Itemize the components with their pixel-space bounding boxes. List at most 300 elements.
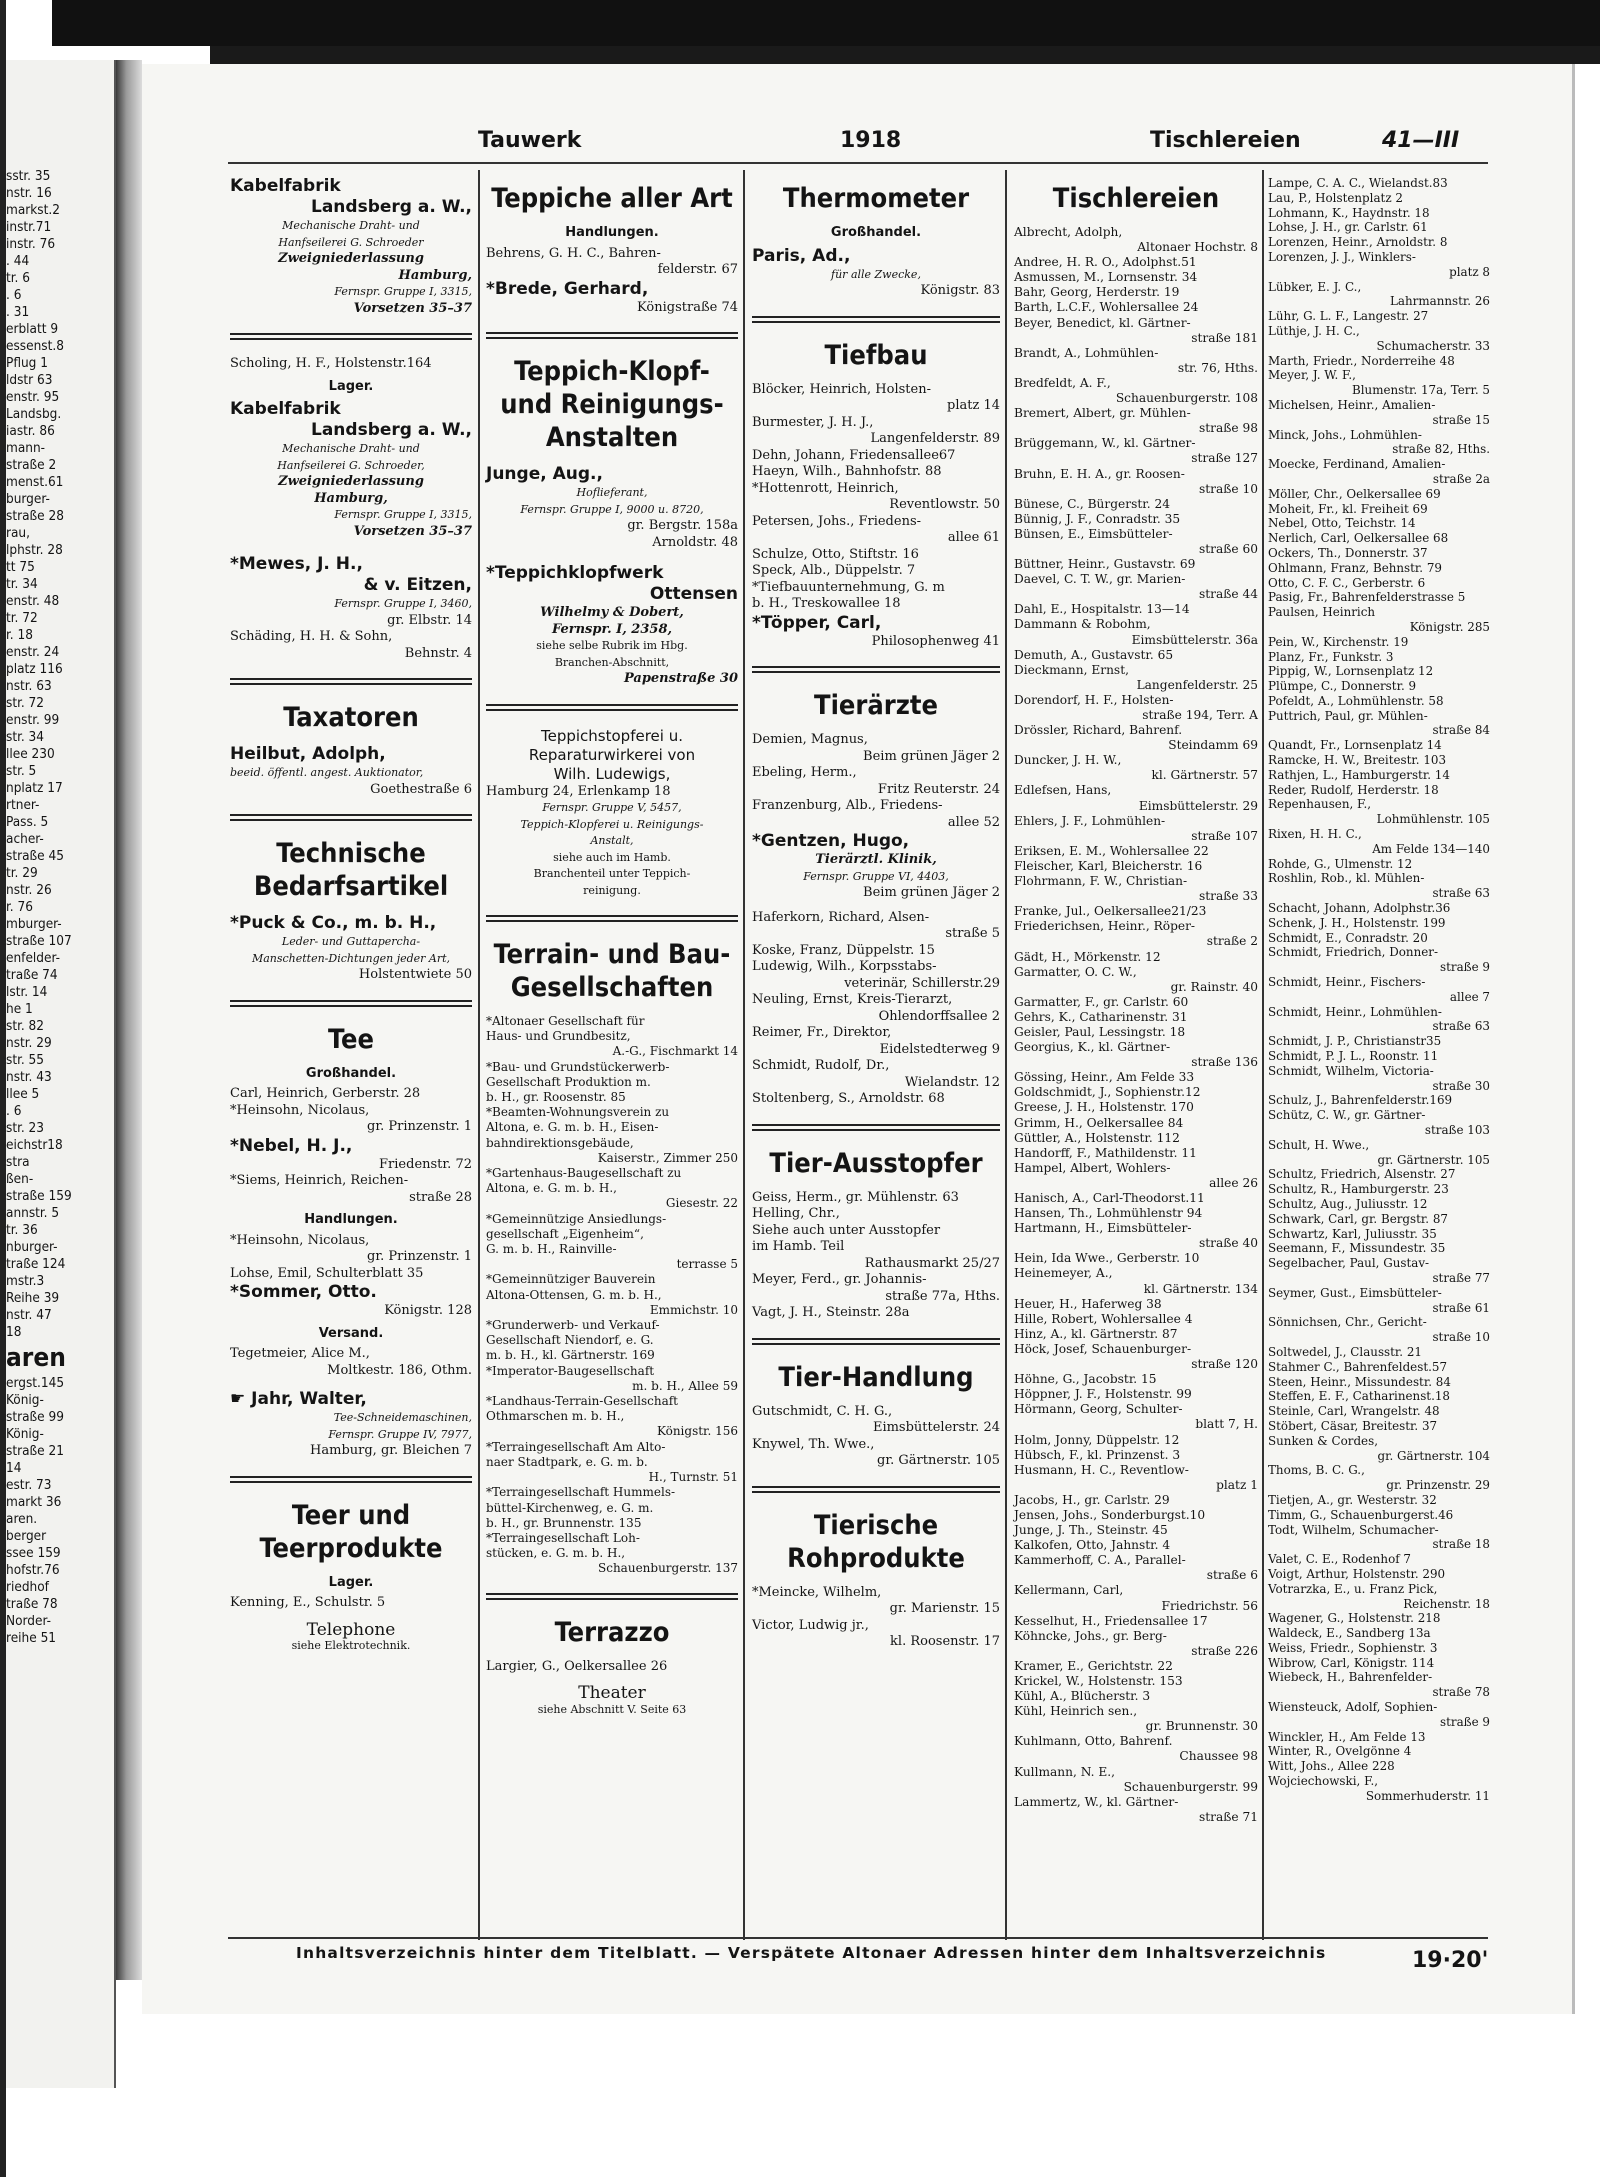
list-entry-line: Victor, Ludwig jr., — [752, 1617, 869, 1633]
left-page-text-fragment: r. 18 — [6, 627, 33, 643]
list-entry-line: Burmester, J. H. J., — [752, 414, 874, 430]
section-divider — [752, 666, 1000, 673]
list-entry-line: Hübsch, F., kl. Prinzenst. 3 — [1014, 1447, 1181, 1462]
list-entry-line: Büttner, Heinr., Gustavstr. 69 — [1014, 557, 1196, 572]
column-5 — [1268, 176, 1490, 1804]
left-page-text-fragment: eichstr18 — [6, 1137, 63, 1153]
list-entry-line: Schulze, Otto, Stiftstr. 16 — [752, 546, 919, 562]
left-page-text-fragment: nstr. 63 — [6, 678, 52, 694]
list-entry-line: Bünese, C., Bürgerstr. 24 — [1014, 496, 1170, 511]
list-entry-line: Schulz, J., Bahrenfelderstr.169 — [1268, 1093, 1453, 1108]
list-entry-line: Winckler, H., Am Felde 13 — [1268, 1729, 1426, 1744]
list-entry-line: Köhncke, Johs., gr. Berg- — [1014, 1628, 1167, 1643]
list-entry-line: platz 1 — [1216, 1477, 1258, 1492]
list-entry-line: im Hamb. Teil — [752, 1239, 845, 1254]
list-entry-line: Seemann, F., Missundestr. 35 — [1268, 1241, 1446, 1256]
list-entry-line: Schacht, Johann, Adolphstr.36 — [1268, 901, 1451, 916]
left-page-text-fragment: tr. 72 — [6, 610, 38, 626]
list-entry-line: m. b. H., Allee 59 — [632, 1378, 738, 1393]
list-entry-line: Krickel, W., Holstenstr. 153 — [1014, 1674, 1183, 1688]
entry-detail: Tierärztl. Klinik, — [815, 852, 937, 867]
list-entry-line: Stoltenberg, S., Arnoldstr. 68 — [752, 1091, 945, 1106]
left-page-text-fragment: str. 5 — [6, 763, 37, 779]
list-entry-line: b. H., gr. Brunnenstr. 135 — [486, 1515, 642, 1530]
list-entry-line: Schwark, Carl, gr. Bergstr. 87 — [1268, 1211, 1448, 1226]
entry-detail: Hamburg, — [314, 490, 388, 506]
list-entry-line: kl. Gärtnerstr. 134 — [1143, 1281, 1258, 1296]
list-entry-line: Petersen, Johs., Friedens- — [752, 513, 922, 529]
header-page-ref: 41—III — [1382, 128, 1460, 153]
entry-address: Königstr. 83 — [920, 283, 1000, 298]
scan-border-top — [52, 0, 1600, 46]
list-entry-line: allee 26 — [1209, 1175, 1258, 1190]
list-entry-line: veterinär, Schillerstr.29 — [844, 975, 1000, 991]
left-page-text-fragment: . 6 — [6, 287, 22, 303]
entry-detail: Zweigniederlassung — [278, 474, 424, 489]
left-page-text-fragment: instr.71 — [6, 219, 52, 235]
list-entry-line: Kramer, E., Gerichtstr. 22 — [1014, 1658, 1173, 1673]
list-entry-line: Plümpe, C., Donnerstr. 9 — [1268, 679, 1417, 694]
left-page-text-fragment: str. 23 — [6, 1120, 45, 1136]
list-entry-line: Ehlers, J. F., Lohmühlen- — [1014, 813, 1166, 828]
list-entry-line: Emmichstr. 10 — [649, 1302, 738, 1317]
list-entry-line: *Landhaus-Terrain-Gesellschaft — [486, 1394, 678, 1409]
list-entry-line: Schmidt, E., Conradstr. 20 — [1268, 930, 1428, 945]
list-entry-line: Puttrich, Paul, gr. Mühlen- — [1268, 708, 1428, 723]
left-page-text-fragment: aren. — [6, 1511, 38, 1527]
list-entry-line: straße 6 — [1206, 1568, 1258, 1583]
entry: *Heinsohn, Nicolaus, — [230, 1232, 370, 1248]
entry: straße 28 — [409, 1189, 472, 1205]
left-page-text-fragment: nstr. 26 — [6, 882, 52, 898]
list-entry-line: Altona, e. G. m. b. H., Eisen- — [486, 1120, 659, 1135]
list-entry-line: *Terraingesellschaft Hummels- — [486, 1485, 676, 1500]
list-entry-line: Witt, Johs., Allee 228 — [1268, 1759, 1395, 1774]
list-entry-line: Lau, P., Holstenplatz 2 — [1268, 190, 1403, 205]
entry-address: Königstraße 74 — [637, 299, 738, 315]
list-entry-line: Georgius, K., kl. Gärtner- — [1014, 1040, 1171, 1055]
list-entry-line: Schmidt, J. P., Christianstr35 — [1268, 1034, 1442, 1049]
entry-detail: Fernspr. Gruppe I, 9000 u. 8720, — [520, 502, 704, 516]
left-page-text-fragment: traße 124 — [6, 1256, 66, 1272]
list-entry-line: Barth, L.C.F., Wohlersallee 24 — [1014, 300, 1199, 315]
entry-address: Vorsetzen 35–37 — [353, 523, 472, 539]
pointing-hand-icon: ☛ — [230, 1389, 252, 1409]
entry-address: Goethestraße 6 — [370, 781, 472, 797]
list-entry-line: Ockers, Th., Donnerstr. 37 — [1268, 545, 1428, 560]
list-entry-line: Rohde, G., Ulmenstr. 12 — [1268, 856, 1413, 871]
list-entry-line: Goldschmidt, J., Sophienstr.12 — [1014, 1085, 1201, 1100]
section-heading: Tierische Rohprodukte — [787, 1509, 965, 1574]
list-entry-line: Kullmann, N. E., — [1014, 1764, 1116, 1779]
list-entry-line: Kaiserstr., Zimmer 250 — [597, 1150, 738, 1165]
left-page-text-fragment: r. 76 — [6, 899, 33, 915]
entry-detail: für alle Zwecke, — [831, 267, 921, 281]
list-entry-line: H., Turnstr. 51 — [648, 1470, 738, 1485]
list-entry-line: Moecke, Ferdinand, Amalien- — [1268, 457, 1446, 472]
list-entry-line: Gutschmidt, C. H. G., — [752, 1403, 893, 1419]
list-entry-line: straße 77a, Hths. — [885, 1288, 1000, 1304]
list-entry-line: Güttler, A., Holstenstr. 112 — [1014, 1130, 1180, 1145]
subheading: Handlungen. — [565, 225, 659, 240]
subheading: Großhandel. — [830, 225, 922, 240]
entry-address: Arnoldstr. 48 — [652, 534, 738, 550]
list-entry-line: kl. Roosenstr. 17 — [890, 1634, 1000, 1649]
left-page-text-fragment: rau, — [6, 525, 30, 541]
tischlereien-entries-continued — [1268, 176, 1490, 1804]
list-entry-line: Ohlmann, Franz, Behnstr. 79 — [1268, 560, 1442, 575]
entry-detail: Teppich-Klopferei u. Reinigungs- — [520, 817, 704, 831]
list-entry-line: Altona-Ottensen, G. m. b. H., — [486, 1287, 662, 1302]
list-entry-line: straße 107 — [1191, 828, 1258, 843]
section-divider — [486, 704, 738, 711]
section-divider — [230, 814, 472, 821]
left-page-text-fragment: straße 99 — [6, 1409, 64, 1425]
list-entry-line: Gössing, Heinr., Am Felde 33 — [1014, 1070, 1195, 1085]
list-entry-line: Garmatter, F., gr. Carlstr. 60 — [1014, 994, 1189, 1009]
left-page-text-fragment: Reihe 39 — [6, 1290, 60, 1306]
section-divider — [230, 1476, 472, 1483]
list-entry-line: Reimer, Fr., Direktor, — [752, 1025, 892, 1040]
left-page-text-fragment: nstr. 47 — [6, 1307, 52, 1323]
section-heading: Tiefbau — [824, 339, 928, 371]
list-entry-line: straße 15 — [1432, 412, 1490, 427]
header-right: Tischlereien — [1150, 128, 1301, 153]
list-entry-line: Koske, Franz, Düppelstr. 15 — [752, 942, 935, 958]
list-entry-line: Blumenstr. 17a, Terr. 5 — [1352, 383, 1490, 398]
list-entry-line: Königstr. 156 — [656, 1424, 738, 1439]
entry-detail: Hamburg, — [398, 267, 472, 283]
entry-detail: Wilhelmy & Dobert, — [540, 605, 684, 620]
entry-name: Teppichstopferei u. — [541, 726, 683, 745]
list-entry-line: Geisler, Paul, Lessingstr. 18 — [1014, 1024, 1186, 1039]
list-entry-line: Hanisch, A., Carl-Theodorst.11 — [1014, 1191, 1205, 1205]
list-entry-line: Schmidt, Wilhelm, Victoria- — [1268, 1063, 1434, 1078]
left-page-text-fragment: llee 5 — [6, 1086, 40, 1102]
footer-note: Inhaltsverzeichnis hinter dem Titelblatt. — Verspätete Altonaer Adressen hinter dem Inhaltsverzeichnis — [296, 1944, 1327, 1962]
list-entry-line: Quandt, Fr., Lornsenplatz 14 — [1268, 738, 1442, 753]
entry-name: Paris, Ad., — [752, 245, 851, 266]
entry-name: *Gentzen, Hugo, — [752, 831, 910, 851]
left-page-text-fragment: mann- — [6, 440, 46, 456]
left-page-text-fragment: ßen- — [6, 1171, 34, 1187]
section-heading: Tischlereien — [1052, 183, 1220, 214]
left-page-text-fragment: tr. 36 — [6, 1222, 38, 1238]
entry-name: Heilbut, Adolph, — [230, 744, 386, 764]
list-entry-line: Vagt, J. H., Steinstr. 28a — [752, 1305, 910, 1320]
column-divider — [1262, 170, 1264, 1940]
section-heading: Tier-Handlung — [778, 1361, 974, 1393]
list-entry-line: Reventlowstr. 50 — [889, 497, 1000, 512]
list-entry-line: Winter, R., Ovelgönne 4 — [1268, 1744, 1412, 1759]
list-entry-line: straße 40 — [1199, 1236, 1258, 1251]
list-entry-line: Bahr, Georg, Herderstr. 19 — [1014, 285, 1180, 300]
list-entry-line: Jensen, Johs., Sonderburgst.10 — [1014, 1507, 1206, 1522]
section-divider — [230, 678, 472, 685]
list-entry-line: *Tiefbauunternehmung, G. m — [752, 579, 945, 595]
list-entry-line: Otto, C. F. C., Gerberstr. 6 — [1268, 575, 1426, 590]
list-entry-line: gr. Marienstr. 15 — [889, 1601, 1000, 1616]
tierhandlung-entries — [752, 1404, 1000, 1470]
entry: *Heinsohn, Nicolaus, — [230, 1102, 370, 1118]
list-entry-line: Knywel, Th. Wwe., — [752, 1436, 875, 1452]
left-page-text-fragment: berger — [6, 1528, 47, 1544]
entry-name: *Nebel, H. J., — [230, 1135, 353, 1156]
list-entry-line: Franke, Jul., Oelkersallee21/23 — [1014, 904, 1207, 919]
section-heading: Tierärzte — [814, 690, 938, 721]
list-entry-line: Höhne, G., Jacobstr. 15 — [1014, 1372, 1157, 1387]
list-entry-line: naer Stadtpark, e. G. m. b. — [486, 1454, 648, 1469]
list-entry-line: Pippig, W., Lornsenplatz 12 — [1268, 664, 1434, 679]
tierarzte-entries — [752, 732, 1000, 831]
list-entry-line: Meyer, J. W. F., — [1268, 368, 1356, 383]
list-entry-line: Am Felde 134—140 — [1372, 841, 1490, 856]
list-entry-line: straße 44 — [1199, 587, 1258, 602]
left-page-text-fragment: straße 28 — [6, 508, 64, 524]
left-page-text-fragment: lphstr. 28 — [6, 542, 63, 558]
list-entry-line: Hinz, A., kl. Gärtnerstr. 87 — [1014, 1326, 1178, 1341]
list-entry-line: Minck, Johs., Lohmühlen- — [1268, 427, 1422, 442]
list-entry-line: Möller, Chr., Oelkersallee 69 — [1268, 486, 1441, 501]
list-entry-line: straße 63 — [1432, 886, 1490, 901]
entry-detail: Hanfseilerei G. Schroeder, — [277, 458, 425, 472]
list-entry-line: straße 10 — [1432, 1330, 1490, 1345]
section-divider — [752, 1486, 1000, 1493]
list-entry-line: *Terraingesellschaft Loh- — [486, 1530, 640, 1545]
left-page-text-fragment: mburger- — [6, 916, 62, 932]
list-entry-line: Garmatter, O. C. W., — [1014, 964, 1137, 979]
list-entry-line: Heinemeyer, A., — [1014, 1266, 1113, 1281]
list-entry-line: platz 8 — [1449, 264, 1490, 279]
left-page-text-fragment: str. 55 — [6, 1052, 45, 1068]
list-entry-line: Valet, C. E., Rodenhof 7 — [1268, 1552, 1411, 1567]
list-entry-line: Sommerhuderstr. 11 — [1365, 1788, 1490, 1803]
left-page-text-fragment: burger- — [6, 491, 50, 507]
list-entry-line: Schauenburgerstr. 108 — [1115, 391, 1258, 406]
list-entry-line: Paulsen, Heinrich — [1268, 605, 1376, 620]
tischlereien-entries — [1014, 225, 1258, 1825]
left-page-text-fragment: Pflug 1 — [6, 355, 48, 371]
list-entry-line: platz 14 — [947, 398, 1000, 413]
entry: felderstr. 67 — [657, 262, 738, 277]
list-entry-line: Pasig, Fr., Bahrenfelderstrasse 5 — [1268, 590, 1466, 605]
header-left: Tauwerk — [478, 128, 582, 153]
section-divider — [230, 333, 472, 340]
entry: Behrens, G. H. C., Bahren- — [486, 245, 661, 261]
entry: Behnstr. 4 — [404, 645, 472, 661]
left-page-text-fragment: riedhof — [6, 1579, 49, 1595]
list-entry-line: straße 71 — [1199, 1809, 1258, 1824]
list-entry-line: straße 78 — [1432, 1685, 1490, 1700]
entry-detail: Branchenteil unter Teppich- — [533, 867, 691, 880]
list-entry-line: Eimsbüttelerstr. 29 — [1138, 798, 1258, 813]
list-entry-line: Gesellschaft Produktion m. — [486, 1074, 651, 1089]
list-entry-line: Steffen, E. F., Catharinenst.18 — [1268, 1389, 1450, 1404]
entry-address: Hamburg 24, Erlenkamp 18 — [486, 783, 671, 799]
entry-address: Beim grünen Jäger 2 — [863, 885, 1000, 900]
left-page-text-fragment: nstr. 43 — [6, 1069, 52, 1085]
entry: Kenning, E., Schulstr. 5 — [230, 1595, 386, 1610]
list-entry-line: Voigt, Arthur, Holstenstr. 290 — [1268, 1566, 1446, 1581]
list-entry-line: Soltwedel, J., Clausstr. 21 — [1268, 1344, 1422, 1359]
left-page-text-fragment: menst.61 — [6, 474, 64, 490]
list-entry-line: Holm, Jonny, Düppelstr. 12 — [1014, 1432, 1180, 1447]
list-entry-line: Schmidt, Heinr., Fischers- — [1268, 975, 1426, 990]
entry-name: Ottensen — [649, 584, 738, 604]
cross-reference: siehe Abschnitt V. Seite 63 — [537, 1702, 687, 1716]
list-entry-line: Pofeldt, A., Lohmühlenstr. 58 — [1268, 693, 1444, 708]
entry-detail: Mechanische Draht- und — [282, 219, 420, 232]
list-entry-line: Seymer, Gust., Eimsbütteler- — [1268, 1285, 1442, 1300]
list-entry-line: Dahl, E., Hospitalstr. 13—14 — [1014, 602, 1190, 617]
list-entry-line: Rixen, H. H. C., — [1268, 827, 1362, 842]
list-entry-line: Brandt, A., Lohmühlen- — [1014, 345, 1159, 360]
list-entry-line: Demien, Magnus, — [752, 732, 868, 747]
entry: Largier, G., Oelkersallee 26 — [486, 1658, 668, 1674]
list-entry-line: straße 136 — [1191, 1055, 1258, 1070]
entry-name: *Puck & Co., m. b. H., — [230, 913, 437, 933]
entry-address: Hamburg, gr. Bleichen 7 — [310, 1443, 472, 1458]
list-entry-line: Lorenzen, Heinr., Arnoldstr. 8 — [1268, 235, 1448, 250]
list-entry-line: b. H., Treskowallee 18 — [752, 596, 901, 611]
list-entry-line: Lühr, G. L. F., Langestr. 27 — [1268, 309, 1429, 324]
list-entry-line: Lohse, J. H., gr. Carlstr. 61 — [1268, 220, 1428, 235]
list-entry-line: Lampe, C. A. C., Wielandst.83 — [1268, 176, 1448, 190]
list-entry-line: Nerlich, Carl, Oelkersallee 68 — [1268, 531, 1449, 546]
list-entry-line: *Altonaer Gesellschaft für — [486, 1014, 645, 1028]
list-entry-line: Langenfelderstr. 89 — [870, 431, 1000, 446]
list-entry-line: Geiss, Herm., gr. Mühlenstr. 63 — [752, 1189, 959, 1205]
header-year: 1918 — [840, 128, 902, 153]
list-entry-line: Gädt, H., Mörkenstr. 12 — [1014, 949, 1161, 964]
entry: Schäding, H. H. & Sohn, — [230, 629, 393, 644]
entry-name: *Mewes, J. H., — [230, 554, 363, 574]
list-entry-line: Bruhn, E. H. A., gr. Roosen- — [1014, 466, 1185, 481]
list-entry-line: Sönnichsen, Chr., Gericht- — [1268, 1315, 1427, 1330]
list-entry-line: Speck, Alb., Düppelstr. 7 — [752, 563, 916, 578]
list-entry-line: *Hottenrott, Heinrich, — [752, 480, 899, 496]
left-page-text-fragment: reihe 51 — [6, 1630, 57, 1646]
left-page-text-fragment: . 6 — [6, 1103, 22, 1119]
list-entry-line: Königstr. 285 — [1409, 619, 1490, 634]
list-entry-line: gr. Brunnenstr. 30 — [1145, 1719, 1258, 1734]
left-page-text-fragment: Pass. 5 — [6, 814, 49, 830]
entry-detail: siehe selbe Rubrik im Hbg. — [536, 639, 688, 652]
left-page-text-fragment: lstr. 14 — [6, 984, 48, 1000]
list-entry-line: Franzenburg, Alb., Friedens- — [752, 798, 943, 813]
left-page-text-fragment: tr. 6 — [6, 270, 30, 286]
list-entry-line: straße 60 — [1199, 541, 1258, 556]
left-page-text-fragment: König- — [6, 1392, 44, 1408]
list-entry-line: Kammerhoff, C. A., Parallel- — [1014, 1553, 1186, 1568]
list-entry-line: straße 33 — [1199, 889, 1258, 904]
entry-address: Königstr. 128 — [384, 1303, 472, 1318]
list-entry-line: *Gemeinnütziger Bauverein — [486, 1272, 656, 1287]
list-entry-line: *Terraingesellschaft Am Alto- — [486, 1439, 666, 1454]
list-entry-line: Hartmann, H., Eimsbütteler- — [1014, 1221, 1192, 1236]
entry-address: Papenstraße 30 — [623, 671, 738, 686]
list-entry-line: Fritz Reuterstr. 24 — [877, 781, 1000, 797]
entry-address: Friedenstr. 72 — [379, 1156, 472, 1172]
list-entry-line: Kalkofen, Otto, Jahnstr. 4 — [1014, 1538, 1171, 1553]
list-entry-line: straße 2 — [1206, 934, 1258, 949]
list-entry-line: Lahrmannstr. 26 — [1390, 294, 1490, 309]
section-divider — [752, 316, 1000, 323]
list-entry-line: Marth, Friedr., Norderreihe 48 — [1268, 353, 1455, 368]
subheading: Großhandel. — [305, 1065, 397, 1081]
left-page-text-fragment: straße 159 — [6, 1188, 72, 1204]
list-entry-line: Demuth, A., Gustavstr. 65 — [1014, 647, 1174, 662]
list-entry-line: Eimsbüttelerstr. 24 — [872, 1420, 1000, 1435]
section-divider — [752, 1338, 1000, 1345]
list-entry-line: Altonaer Hochstr. 8 — [1137, 240, 1258, 255]
column-1 — [230, 176, 472, 1655]
list-entry-line: Dorendorf, H. F., Holsten- — [1014, 692, 1174, 707]
list-entry-line: *Beamten-Wohnungsverein zu — [486, 1105, 670, 1120]
left-page-text-fragment: llee 230 — [6, 746, 55, 762]
list-entry-line: Schmidt, P. J. L., Roonstr. 11 — [1268, 1049, 1439, 1064]
left-page-text-fragment: markt 36 — [6, 1494, 62, 1510]
left-page-text-fragment: 18 — [6, 1324, 22, 1340]
left-page-text-fragment: str. 82 — [6, 1018, 45, 1034]
list-entry-line: Beyer, Benedict, kl. Gärtner- — [1014, 315, 1191, 330]
list-entry-line: Stahmer C., Bahrenfeldest.57 — [1268, 1359, 1448, 1374]
section-heading: Teppiche aller Art — [491, 183, 733, 214]
section-heading: Teppich-Klopf- und Reinigungs-Anstalten — [500, 356, 724, 453]
list-entry-line: gr. Gärtnerstr. 104 — [1377, 1448, 1490, 1463]
list-entry-line: Bünsen, E., Eimsbütteler- — [1014, 526, 1173, 541]
list-entry-line: Schenk, J. H., Holstenstr. 199 — [1268, 915, 1446, 930]
entry-name: *Teppichklopfwerk — [486, 563, 664, 583]
list-entry-line: Lorenzen, J. J., Winklers- — [1268, 249, 1416, 264]
list-entry-line: b. H., gr. Roosenstr. 85 — [486, 1090, 626, 1105]
left-page-text-fragment: erblatt 9 — [6, 321, 59, 337]
list-entry-line: Eidelstedterweg 9 — [879, 1041, 1000, 1057]
section-heading: Tee — [328, 1023, 374, 1055]
list-entry-line: stücken, e. G. m. b. H., — [486, 1546, 626, 1561]
entry-detail: Manschetten-Dichtungen jeder Art, — [251, 951, 451, 965]
list-entry-line: Lüthje, J. H. C., — [1268, 323, 1360, 338]
left-page-text-fragment: nburger- — [6, 1239, 58, 1255]
list-entry-line: Schauenburgerstr. 137 — [598, 1561, 738, 1576]
entry-name: Jahr, Walter, — [251, 1389, 367, 1409]
list-entry-line: Albrecht, Adolph, — [1014, 225, 1123, 239]
section-heading: Technische Bedarfsartikel — [253, 838, 449, 902]
list-entry-line: Thoms, B. C. G., — [1268, 1463, 1365, 1478]
entry-address: Philosophenweg 41 — [871, 633, 1000, 649]
list-entry-line: Haeyn, Wilh., Bahnhofstr. 88 — [752, 464, 942, 479]
list-entry-line: Waldeck, E., Sandberg 13a — [1268, 1626, 1431, 1641]
left-page-text-fragment: nplatz 17 — [6, 780, 63, 796]
section-divider — [486, 915, 738, 922]
list-entry-line: *Grunderwerb- und Verkauf- — [486, 1318, 660, 1333]
entry-detail: Fernspr. Gruppe I, 3315, — [334, 285, 472, 298]
list-entry-line: terrasse 5 — [676, 1257, 738, 1272]
list-entry-line: *Meincke, Wilhelm, — [752, 1584, 882, 1600]
list-entry-line: Hein, Ida Wwe., Gerberstr. 10 — [1014, 1251, 1200, 1266]
list-entry-line: bahndirektionsgebäude, — [486, 1135, 634, 1150]
list-entry-line: straße 77 — [1432, 1270, 1490, 1285]
left-page-text-fragment: sstr. 35 — [6, 168, 51, 184]
list-entry-line: straße 103 — [1424, 1123, 1490, 1137]
left-page-text-fragment: ldstr 63 — [6, 372, 53, 388]
entry: Lohse, Emil, Schulterblatt 35 — [230, 1265, 424, 1281]
list-entry-line: Wielandstr. 12 — [904, 1074, 1000, 1090]
list-entry-line: *Gemeinnützige Ansiedlungs- — [486, 1211, 667, 1226]
left-page-text-fragment: mstr.3 — [6, 1273, 45, 1289]
list-entry-line: Gesellschaft Niendorf, e. G. — [486, 1333, 654, 1348]
left-page-text-fragment: 14 — [6, 1460, 22, 1476]
